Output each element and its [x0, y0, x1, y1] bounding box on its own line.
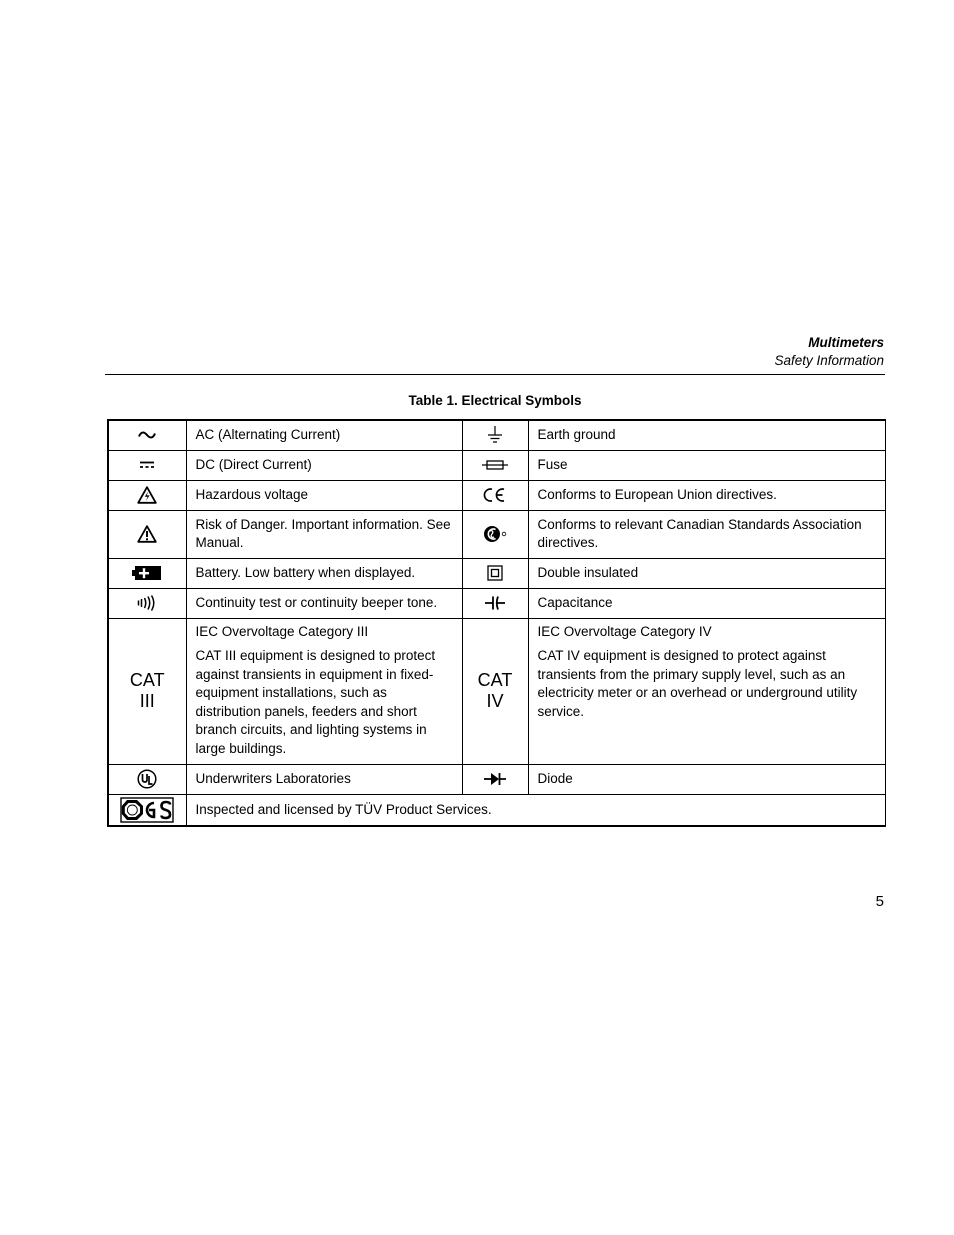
cat-iii-label: CAT III — [129, 670, 165, 711]
table-row — [108, 588, 885, 618]
description-cell: Capacitance — [528, 588, 885, 618]
description-cell: Double insulated — [528, 558, 885, 588]
symbol-cell — [462, 558, 528, 588]
symbol-cell — [462, 764, 528, 794]
continuity-beeper-icon — [137, 595, 157, 611]
table-row — [108, 480, 885, 510]
warning-triangle-icon — [137, 525, 157, 543]
description-cell: Diode — [528, 764, 885, 794]
description-cell: Conforms to relevant Canadian Standards Association directives. — [528, 510, 885, 558]
table-row — [108, 558, 885, 588]
tuv-gs-mark-icon — [120, 797, 174, 823]
electrical-symbols-table — [107, 419, 886, 827]
symbol-cell — [462, 480, 528, 510]
description-cell: Underwriters Laboratories — [186, 764, 462, 794]
description-cell: Inspected and licensed by TÜV Product Services. — [186, 794, 885, 826]
description-cell — [186, 618, 462, 764]
dc-icon — [139, 461, 155, 469]
section-title: Safety Information — [774, 353, 884, 368]
description-cell: Risk of Danger. Important information. See Manual. — [186, 510, 462, 558]
table-row — [108, 794, 885, 826]
symbol-cell — [108, 618, 186, 764]
symbol-cell — [108, 558, 186, 588]
symbol-cell — [108, 764, 186, 794]
cat-iii-body: CAT III equipment is designed to protect against transients in equipment in fixed-equipment installations, such as distribution panels, feeders and short branch circuits, and lighting systems in large buildings. — [195, 648, 436, 756]
description-cell: Hazardous voltage — [186, 480, 462, 510]
cat-iv-label: CAT IV — [477, 670, 513, 711]
ul-mark-icon — [137, 769, 157, 789]
ac-tilde-icon — [138, 430, 156, 440]
symbol-cell — [462, 588, 528, 618]
table-title: Table 1. Electrical Symbols — [408, 393, 582, 408]
earth-ground-icon — [487, 426, 503, 444]
csa-mark-icon — [483, 524, 507, 544]
battery-icon — [132, 565, 162, 581]
symbol-cell — [462, 510, 528, 558]
description-cell: Earth ground — [528, 420, 885, 450]
diode-icon — [484, 772, 506, 786]
cat-iii-title: IEC Overvoltage Category III — [195, 623, 369, 639]
product-title: Multimeters — [808, 335, 884, 350]
description-cell: Fuse — [528, 450, 885, 480]
symbol-cell — [108, 480, 186, 510]
symbol-cell — [108, 450, 186, 480]
table-row — [108, 450, 885, 480]
table-row — [108, 764, 885, 794]
symbol-cell — [462, 420, 528, 450]
symbol-cell — [108, 420, 186, 450]
table-row — [108, 420, 885, 450]
symbol-cell — [108, 510, 186, 558]
cat-iv-title: IEC Overvoltage Category IV — [537, 623, 712, 639]
symbol-cell — [108, 588, 186, 618]
description-cell: AC (Alternating Current) — [186, 420, 462, 450]
hazardous-voltage-icon — [137, 486, 157, 504]
description-cell: Conforms to European Union directives. — [528, 480, 885, 510]
table-row — [108, 618, 885, 764]
fuse-icon — [482, 460, 508, 470]
description-cell: Continuity test or continuity beeper tone. — [186, 588, 462, 618]
symbol-cell — [462, 450, 528, 480]
double-insulated-icon — [487, 565, 503, 581]
description-cell: DC (Direct Current) — [186, 450, 462, 480]
running-head — [774, 334, 884, 370]
description-cell — [528, 618, 885, 764]
description-cell: Battery. Low battery when displayed. — [186, 558, 462, 588]
capacitor-icon — [485, 595, 505, 611]
table-row — [108, 510, 885, 558]
ce-mark-icon — [483, 487, 507, 503]
header-rule — [105, 374, 885, 375]
symbol-cell — [108, 794, 186, 826]
cat-iv-body: CAT IV equipment is designed to protect against transients from the primary supply level, such as an electricity meter or an overhead or underground utility service. — [537, 648, 858, 719]
symbol-cell — [462, 618, 528, 764]
page-number: 5 — [875, 893, 884, 910]
